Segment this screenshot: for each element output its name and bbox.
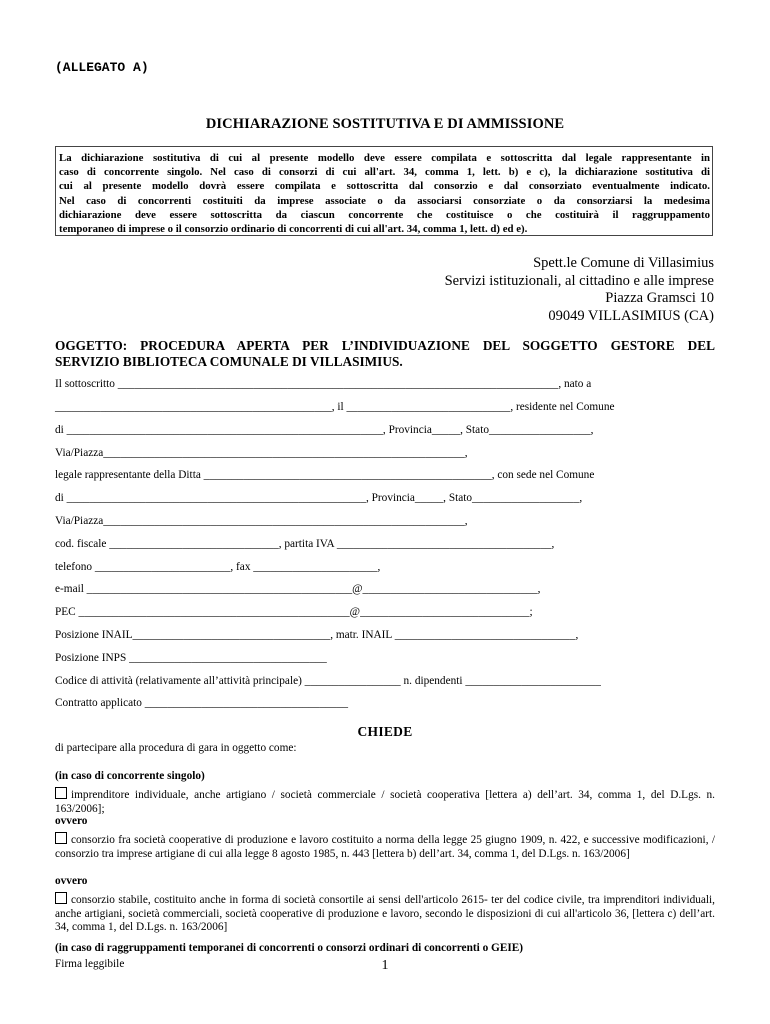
subject-line: SERVIZIO BIBLIOTECA COMUNALE DI VILLASIMIUS.	[55, 353, 403, 369]
option-text: consorzio fra società cooperative di produzione e lavoro costituito a norma della legge 25 giugno 1909, n. 422, e successive modificazioni, / consorzio tra imprese artigiane di cui alla legge 8 agosto 1985, n. 443 [lettera b) dell’art. 34, comma 1, del D.Lgs. n. 163/2006]	[55, 834, 715, 860]
option-imprenditore	[55, 787, 715, 816]
subject-line: OGGETTO: PROCEDURA APERTA PER L’INDIVIDUAZIONE DEL SOGGETTO GESTORE DEL	[55, 338, 715, 353]
chiede-intro: di partecipare alla procedura di gara in oggetto come:	[55, 742, 297, 754]
option-consorzio-stabile	[55, 892, 715, 935]
field-sottoscritto[interactable]: Il sottoscritto ______________________________________________________________________________, nato a	[55, 378, 592, 390]
instructions-box	[55, 146, 713, 236]
checkbox[interactable]	[55, 892, 67, 904]
instructions-line: temporaneo di imprese o il consorzio ordinario di concorrenti di cui all'art. 34, comma 1, lett. d) ed e).	[59, 223, 528, 236]
checkbox[interactable]	[55, 832, 67, 844]
address-line: Piazza Gramsci 10	[605, 290, 714, 307]
ovvero-label: ovvero	[55, 815, 88, 827]
field-comune-residenza[interactable]: di ________________________________________________________, Provincia_____, Stato__________________,	[55, 424, 594, 436]
instructions-line: dichiarazione deve essere sottoscritta da ciascun concorrente che costituisce o che costituirà il raggruppamento	[59, 208, 710, 221]
field-codice-attivita[interactable]: Codice di attività (relativamente all’attività principale) _________________ n. dipendenti ________________________	[55, 675, 601, 687]
field-codice-fiscale[interactable]: cod. fiscale ______________________________, partita IVA ______________________________________,	[55, 538, 555, 550]
address-line: Spett.le Comune di Villasimius	[533, 255, 714, 271]
field-contratto[interactable]: Contratto applicato ____________________________________	[55, 697, 349, 709]
option-text: imprenditore individuale, anche artigiano / società commerciale / società cooperativa [lettera a) dell’art. 34, comma 1, del D.Lgs. n. 163/2006];	[55, 789, 715, 815]
field-comune-sede[interactable]: di _____________________________________________________, Provincia_____, Stato___________________,	[55, 492, 583, 504]
field-telefono[interactable]: telefono ________________________, fax ______________________,	[55, 561, 381, 573]
field-via-sede[interactable]: Via/Piazza________________________________________________________________,	[55, 515, 468, 527]
heading-concorrente-singolo: (in caso di concorrente singolo)	[55, 770, 205, 782]
field-pec[interactable]: PEC ________________________________________________@______________________________;	[55, 606, 533, 618]
field-email[interactable]: e-mail _______________________________________________@_______________________________,	[55, 583, 541, 595]
checkbox[interactable]	[55, 787, 67, 799]
field-inail[interactable]: Posizione INAIL___________________________________, matr. INAIL ________________________________,	[55, 629, 579, 641]
instructions-line: La dichiarazione sostitutiva di cui al presente modello deve essere compilata e sottoscritta dal legale rappresentante in	[59, 152, 710, 164]
field-via-residenza[interactable]: Via/Piazza________________________________________________________________,	[55, 447, 468, 459]
option-consorzio-cooperative	[55, 832, 715, 861]
page-number: 1	[381, 958, 389, 973]
firma-label: Firma leggibile	[55, 958, 125, 970]
option-text: consorzio stabile, costituito anche in forma di società consortile ai sensi dell'articolo 2615- ter del codice civile, tra imprenditori individuali, anche artigiani, società commerciali, società cooperative di produzione e lavoro, secondo le disposizioni di cui all'articolo 36, [lettera c) dell’art. 34, comma 1, del D.Lgs. n. 163/2006]	[55, 894, 715, 934]
instructions-line: cui al presente modello dovrà essere compilata e sottoscritta dal consorzio e dal consorziato eventualmente indicato.	[59, 180, 710, 193]
subject	[55, 338, 715, 369]
recipient-address	[445, 255, 714, 325]
address-line: 09049 VILLASIMIUS (CA)	[548, 307, 714, 324]
address-line: Servizi istituzionali, al cittadino e alle imprese	[444, 272, 714, 289]
section-title-chiede: CHIEDE	[357, 724, 413, 739]
field-ditta[interactable]: legale rappresentante della Ditta ___________________________________________________, con sede nel Comune	[55, 469, 595, 481]
instructions-line: Nel caso di concorrenti costituiti da imprese associate o da associarsi consorziate o da consorziarsi la medesima	[59, 194, 710, 207]
instructions-line: caso di concorrente singolo. Nel caso di consorzi di cui all'art. 34, comma 1, lett. b) e c), la dichiarazione sostitutiva di	[59, 166, 710, 179]
field-nascita-residenza[interactable]: _________________________________________________, il _____________________________, residente nel Comune	[55, 401, 615, 413]
document-title: DICHIARAZIONE SOSTITUTIVA E DI AMMISSIONE	[205, 116, 565, 132]
ovvero-label: ovvero	[55, 875, 88, 887]
heading-raggruppamenti: (in caso di raggruppamenti temporanei di concorrenti o consorzi ordinari di concorrenti o GEIE)	[55, 942, 524, 954]
attachment-label: (ALLEGATO A)	[55, 60, 149, 75]
field-inps[interactable]: Posizione INPS ___________________________________	[55, 652, 327, 664]
